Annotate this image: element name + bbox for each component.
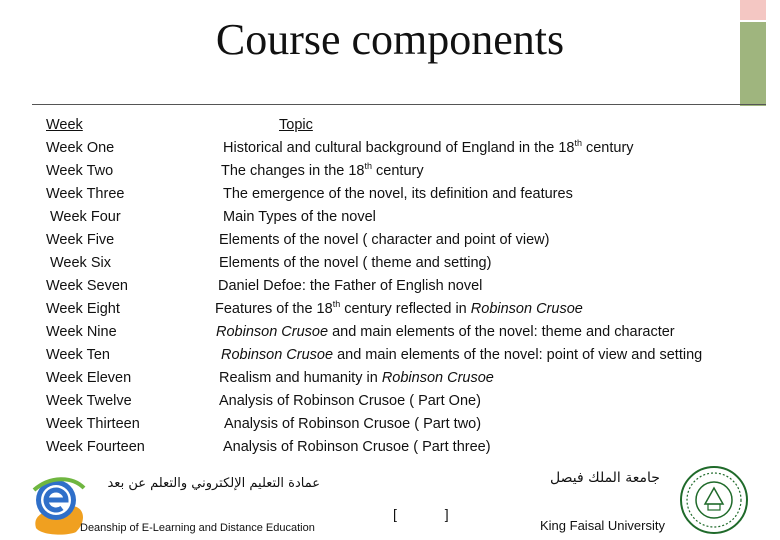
topic-cell: Robinson Crusoe and main elements of the novel: point of view and setting <box>221 347 703 363</box>
footer <box>0 462 780 540</box>
table-row <box>0 140 780 163</box>
week-cell: Week Twelve <box>46 393 132 409</box>
university-arabic: جامعة الملك فيصل <box>550 470 660 486</box>
topic-cell: Daniel Defoe: the Father of English novel <box>218 278 483 294</box>
topic-cell: Analysis of Robinson Crusoe ( Part three) <box>223 439 491 455</box>
deanship-english: Deanship of E-Learning and Distance Education <box>80 522 315 534</box>
table-row <box>0 232 780 255</box>
topic-cell: Realism and humanity in Robinson Crusoe <box>219 370 494 386</box>
topic-cell: Historical and cultural background of England in the 18th century <box>223 138 634 156</box>
university-seal-icon <box>678 464 750 536</box>
week-cell: Week Thirteen <box>46 416 140 432</box>
table-row <box>0 416 780 439</box>
table-row <box>0 209 780 232</box>
week-cell: Week Ten <box>46 347 110 363</box>
week-cell: Week Five <box>46 232 115 248</box>
table-row <box>0 324 780 347</box>
week-cell: Week Four <box>50 209 121 225</box>
table-row <box>0 255 780 278</box>
week-cell: Week Eleven <box>46 370 132 386</box>
table-row <box>0 278 780 301</box>
week-cell: Week Six <box>50 255 111 271</box>
topic-cell: Analysis of Robinson Crusoe ( Part two) <box>224 416 482 432</box>
title-divider <box>32 104 766 105</box>
table-row <box>0 347 780 370</box>
week-cell: Week Two <box>46 163 114 179</box>
week-column-header: Week <box>46 117 83 133</box>
topic-cell: The emergence of the novel, its definition and features <box>223 186 573 202</box>
topic-cell: Features of the 18th century reflected in Robinson Crusoe <box>215 299 583 317</box>
topic-cell: Elements of the novel ( theme and setting) <box>219 255 492 271</box>
topic-cell: The changes in the 18th century <box>221 161 424 179</box>
table-row <box>0 186 780 209</box>
table-row <box>0 393 780 416</box>
topic-cell: Elements of the novel ( character and point of view) <box>219 232 550 248</box>
week-cell: Week Three <box>46 186 125 202</box>
topic-cell: Analysis of Robinson Crusoe ( Part One) <box>219 393 481 409</box>
week-cell: Week Seven <box>46 278 128 294</box>
page-title: Course components <box>215 15 565 64</box>
table-row <box>0 370 780 393</box>
topic-column-header: Topic <box>279 117 313 133</box>
week-cell: Week Eight <box>46 301 120 317</box>
schedule-table <box>0 117 780 462</box>
page-number-placeholder: [ ] <box>393 506 471 522</box>
week-cell: Week One <box>46 140 115 156</box>
deanship-arabic: عمادة التعليم الإلكتروني والتعلم عن بعد <box>107 476 320 491</box>
topic-cell: Robinson Crusoe and main elements of the novel: theme and character <box>216 324 675 340</box>
week-cell: Week Nine <box>46 324 117 340</box>
university-english: King Faisal University <box>540 518 665 533</box>
table-row <box>0 163 780 186</box>
table-header-row <box>0 117 780 140</box>
table-row <box>0 301 780 324</box>
topic-cell: Main Types of the novel <box>223 209 376 225</box>
table-row <box>0 439 780 462</box>
week-cell: Week Fourteen <box>46 439 145 455</box>
